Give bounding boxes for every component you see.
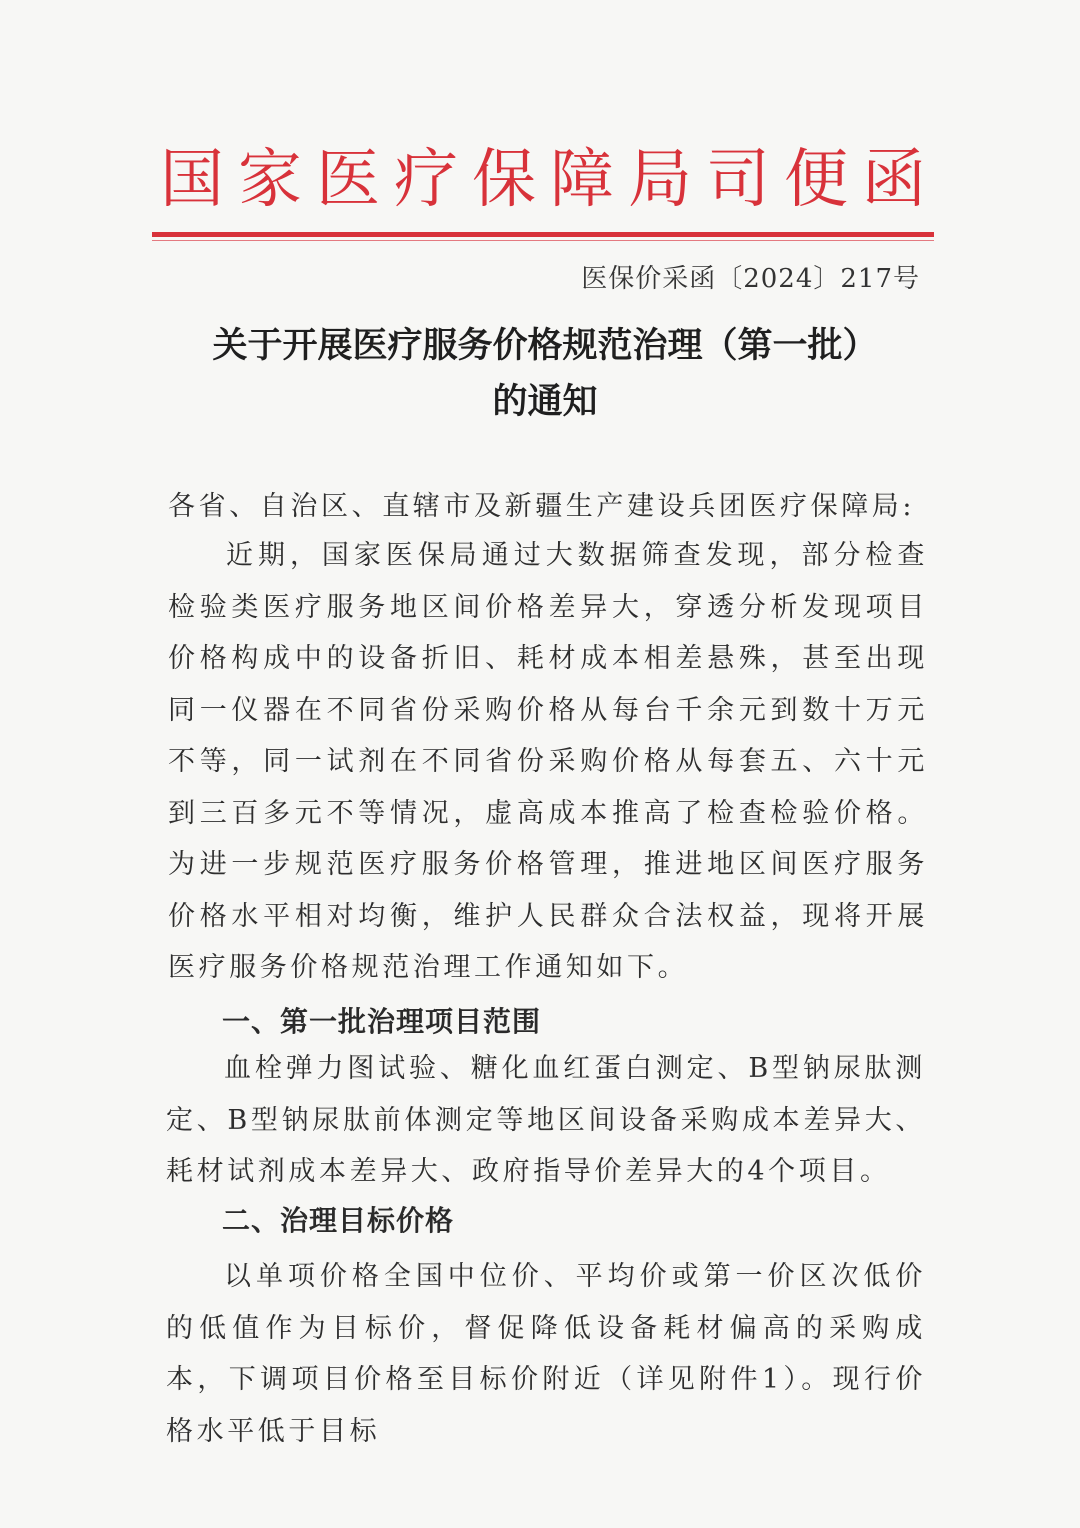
title-line-2: 的通知 bbox=[492, 381, 598, 422]
document-title bbox=[160, 318, 930, 430]
document-number: 医保价采函〔2024〕217号 bbox=[581, 264, 920, 294]
paragraph-1: 近期，国家医保局通过大数据筛查发现，部分检查检验类医疗服务地区间价格差异大，穿透分析发现项目价格构成中的设备折旧、耗材成本相差悬殊，甚至出现同一仪器在不同省份采购价格从每台千余元到数十万元不等，同一试剂在不同省份采购价格从每套五、六十元到三百多元不等情况，虚高成本推高了检查检验价格。为进一步规范医疗服务价格管理，推进地区间医疗服务价格水平相对均衡，维护人民群众合法权益，现将开展医疗服务价格规范治理工作通知如下。 bbox=[168, 540, 928, 983]
section-1-text: 血栓弹力图试验、糖化血红蛋白测定、B型钠尿肽测定、B型钠尿肽前体测定等地区间设备采购成本差异大、耗材试剂成本差异大、政府指导价差异大的4个项目。 bbox=[166, 1053, 926, 1187]
section-2-heading: 二、治理目标价格 bbox=[222, 1204, 455, 1237]
section-1-heading: 一、第一批治理项目范围 bbox=[222, 1005, 542, 1038]
salutation: 各省、自治区、直辖市及新疆生产建设兵团医疗保障局: bbox=[168, 491, 916, 522]
section-2-text: 以单项价格全国中位价、平均价或第一价区次低价的低值作为目标价，督促降低设备耗材偏高的采购成本，下调项目价格至目标价附近（详见附件1）。现行价格水平低于目标 bbox=[166, 1261, 926, 1447]
letterhead-red-rule bbox=[152, 232, 934, 237]
title-line-1: 关于开展医疗服务价格规范治理（第一批） bbox=[212, 325, 878, 366]
letterhead-org-name: 国家医疗保障局司便函 bbox=[160, 143, 940, 217]
